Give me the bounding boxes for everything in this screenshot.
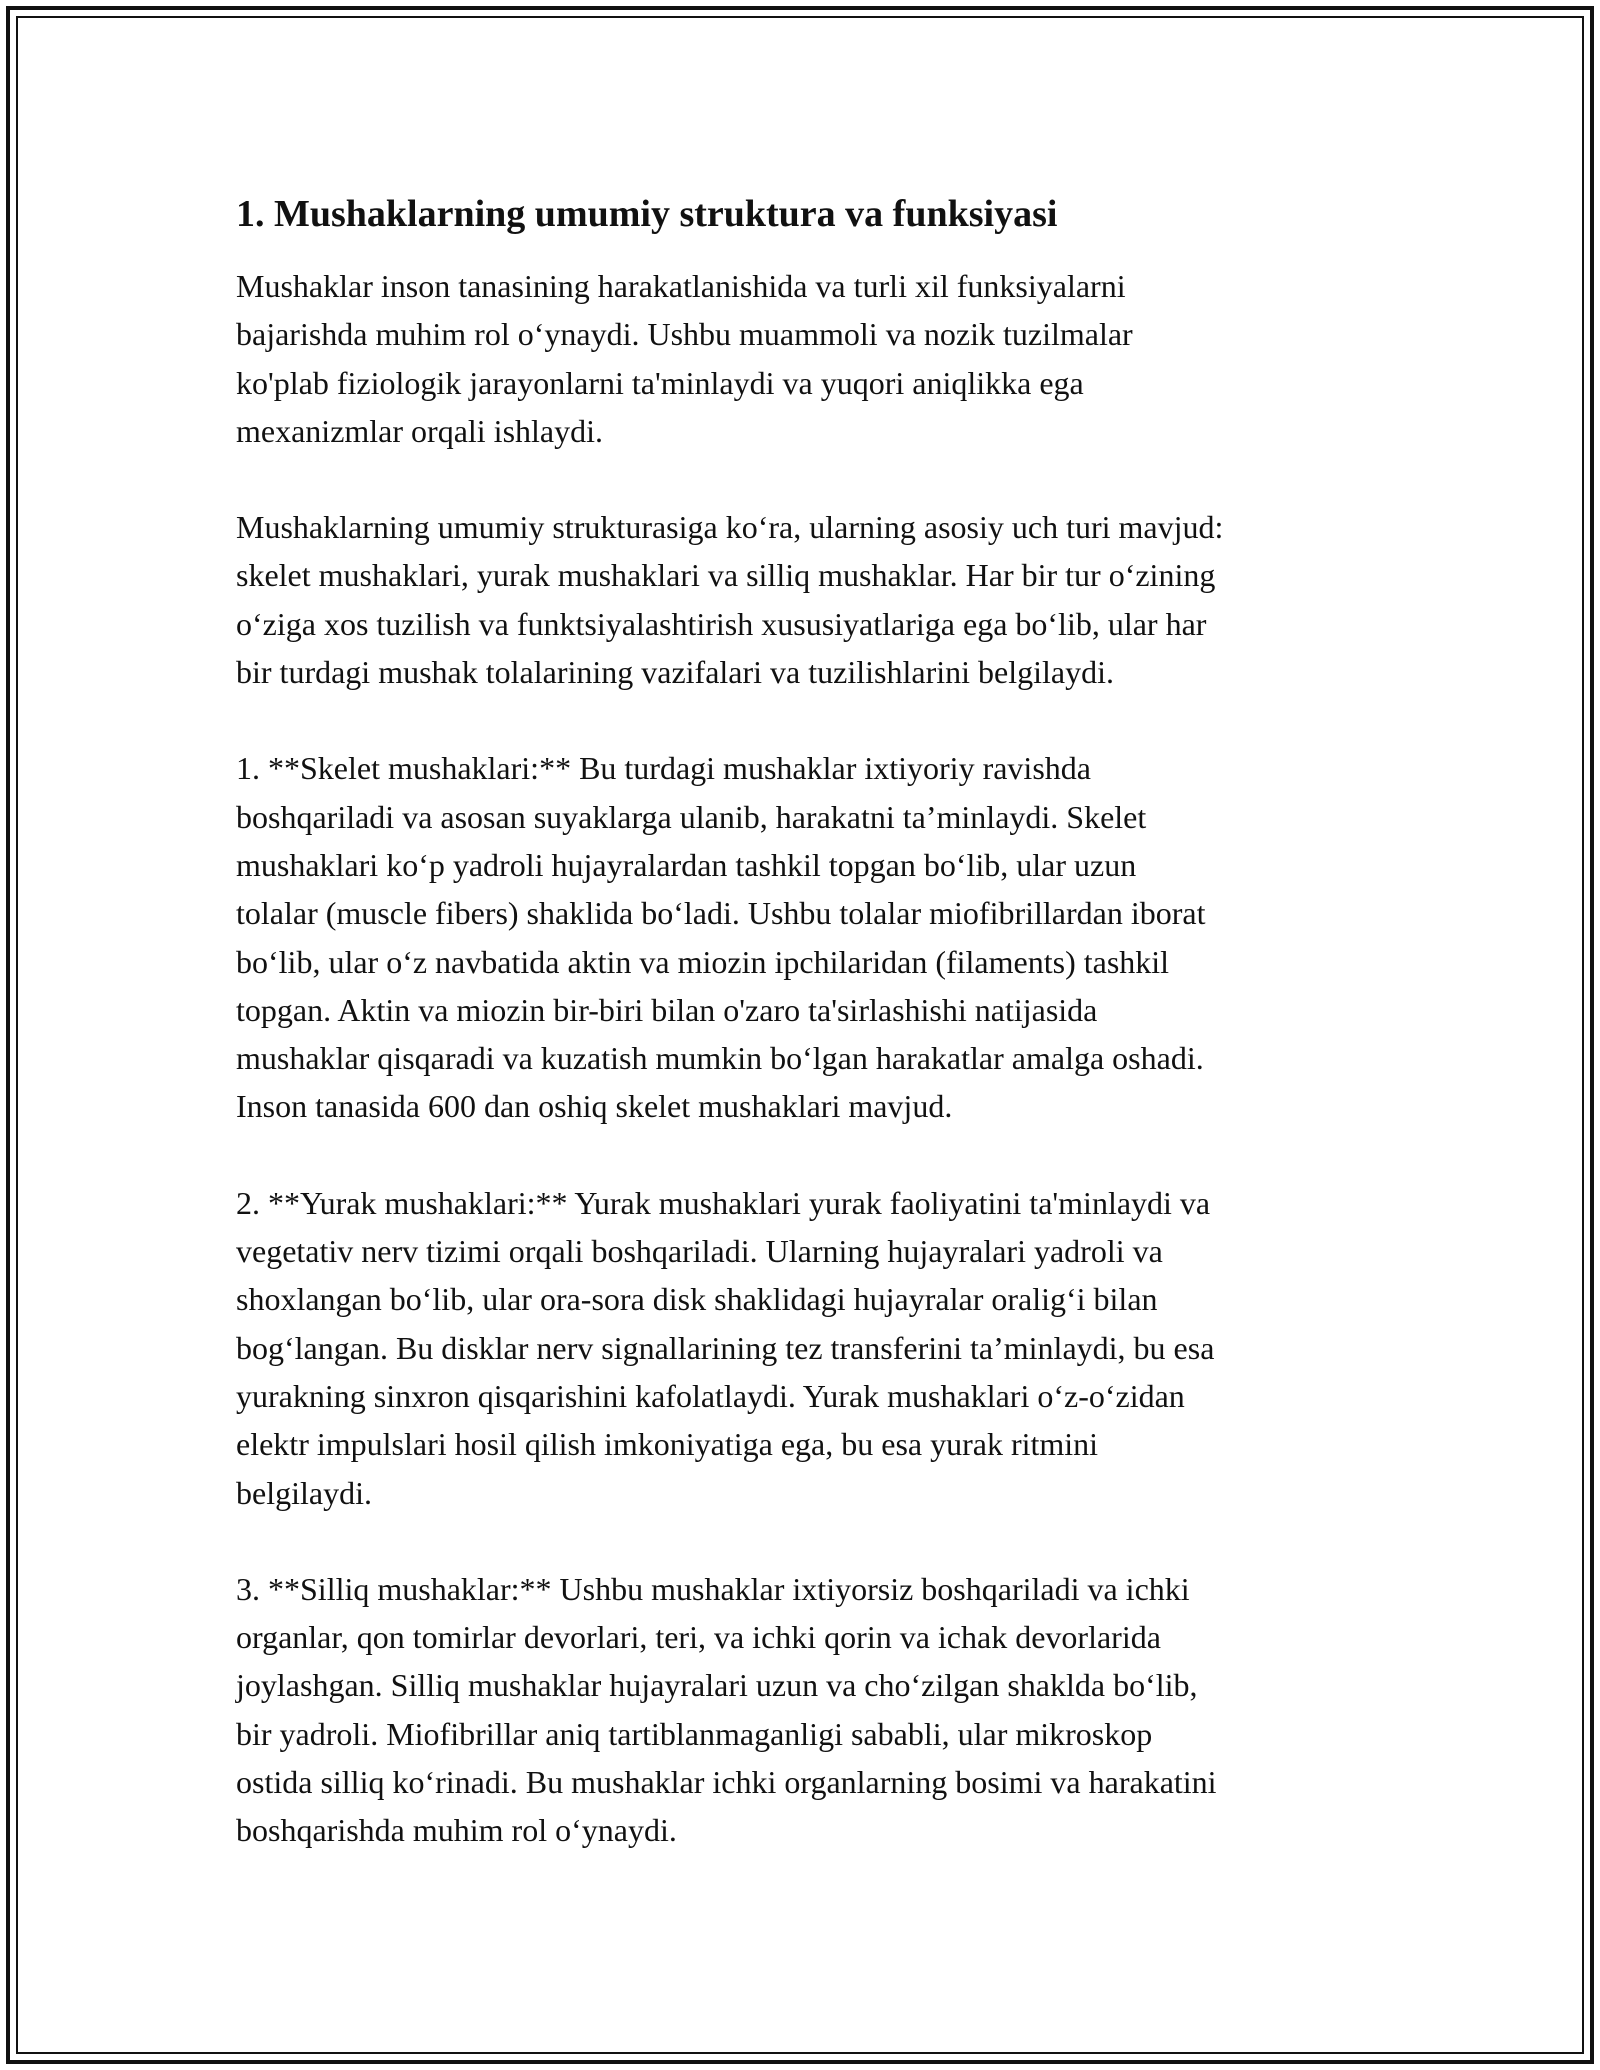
paragraph-skeletal-muscles: 1. **Skelet mushaklari:** Bu turdagi mushaklar ixtiyoriy ravishda boshqariladi va asosan suyaklarga ulanib, harakatni ta’minlaydi. Skelet mushaklari ko‘p yadroli hujayralardan tashkil topgan bo‘lib, ular uzun tolalar (muscle fibers) shaklida bo‘ladi. Ushbu tolalar miofibrillardan iborat bo‘lib, ular o‘z navbatida aktin va miozin ipchilaridan (filaments) tashkil topgan. Aktin va miozin bir-biri bilan o'zaro ta'sirlashishi natijasida mushaklar qisqaradi va kuzatish mumkin bo‘lgan harakatlar amalga oshadi. Inson tanasida 600 dan oshiq skelet mushaklari mavjud. (236, 750, 1206, 1125)
document-body (236, 188, 1376, 1855)
paragraph-intro: Mushaklar inson tanasining harakatlanishida va turli xil funksiyalarni bajarishda muhim rol o‘ynaydi. Ushbu muammoli va nozik tuzilmalar ko'plab fiziologik jarayonlarni ta'minlaydi va yuqori aniqlikka ega mexanizmlar orqali ishlaydi. (236, 268, 1133, 449)
paragraph-muscle-types: Mushaklarning umumiy strukturasiga ko‘ra, ularning asosiy uch turi mavjud: skelet mushaklari, yurak mushaklari va silliq mushaklar. Har bir tur o‘zining o‘ziga xos tuzilish va funktsiyalashtirish xususiyatlariga ega bo‘lib, ular har bir turdagi mushak tolalarining vazifalari va tuzilishlarini belgilaydi. (236, 509, 1224, 691)
document-title: 1. Mushaklarning umumiy struktura va funksiyasi (236, 193, 1058, 235)
paragraph-cardiac-muscles: 2. **Yurak mushaklari:** Yurak mushaklari yurak faoliyatini ta'minlaydi va vegetativ nerv tizimi orqali boshqariladi. Ularning hujayralari yadroli va shoxlangan bo‘lib, ular ora-sora disk shaklidagi hujayralar oralig‘i bilan bog‘langan. Bu disklar nerv signallarining tez transferini ta’minlaydi, bu esa yurakning sinxron qisqarishini kafolatlaydi. Yurak mushaklari o‘z-o‘zidan elektr impulslari hosil qilish imkoniyatiga ega, bu esa yurak ritmini belgilaydi. (236, 1184, 1215, 1511)
paragraph-smooth-muscles: 3. **Silliq mushaklar:** Ushbu mushaklar ixtiyorsiz boshqariladi va ichki organlar, qon tomirlar devorlari, teri, va ichki qorin va ichak devorlarida joylashgan. Silliq mushaklar hujayralari uzun va cho‘zilgan shaklda bo‘lib, bir yadroli. Miofibrillar aniq tartiblanmaganligi sababli, ular mikroskop ostida silliq ko‘rinadi. Bu mushaklar ichki organlarning bosimi va harakatini boshqarishda muhim rol o‘ynaydi. (236, 1570, 1217, 1849)
